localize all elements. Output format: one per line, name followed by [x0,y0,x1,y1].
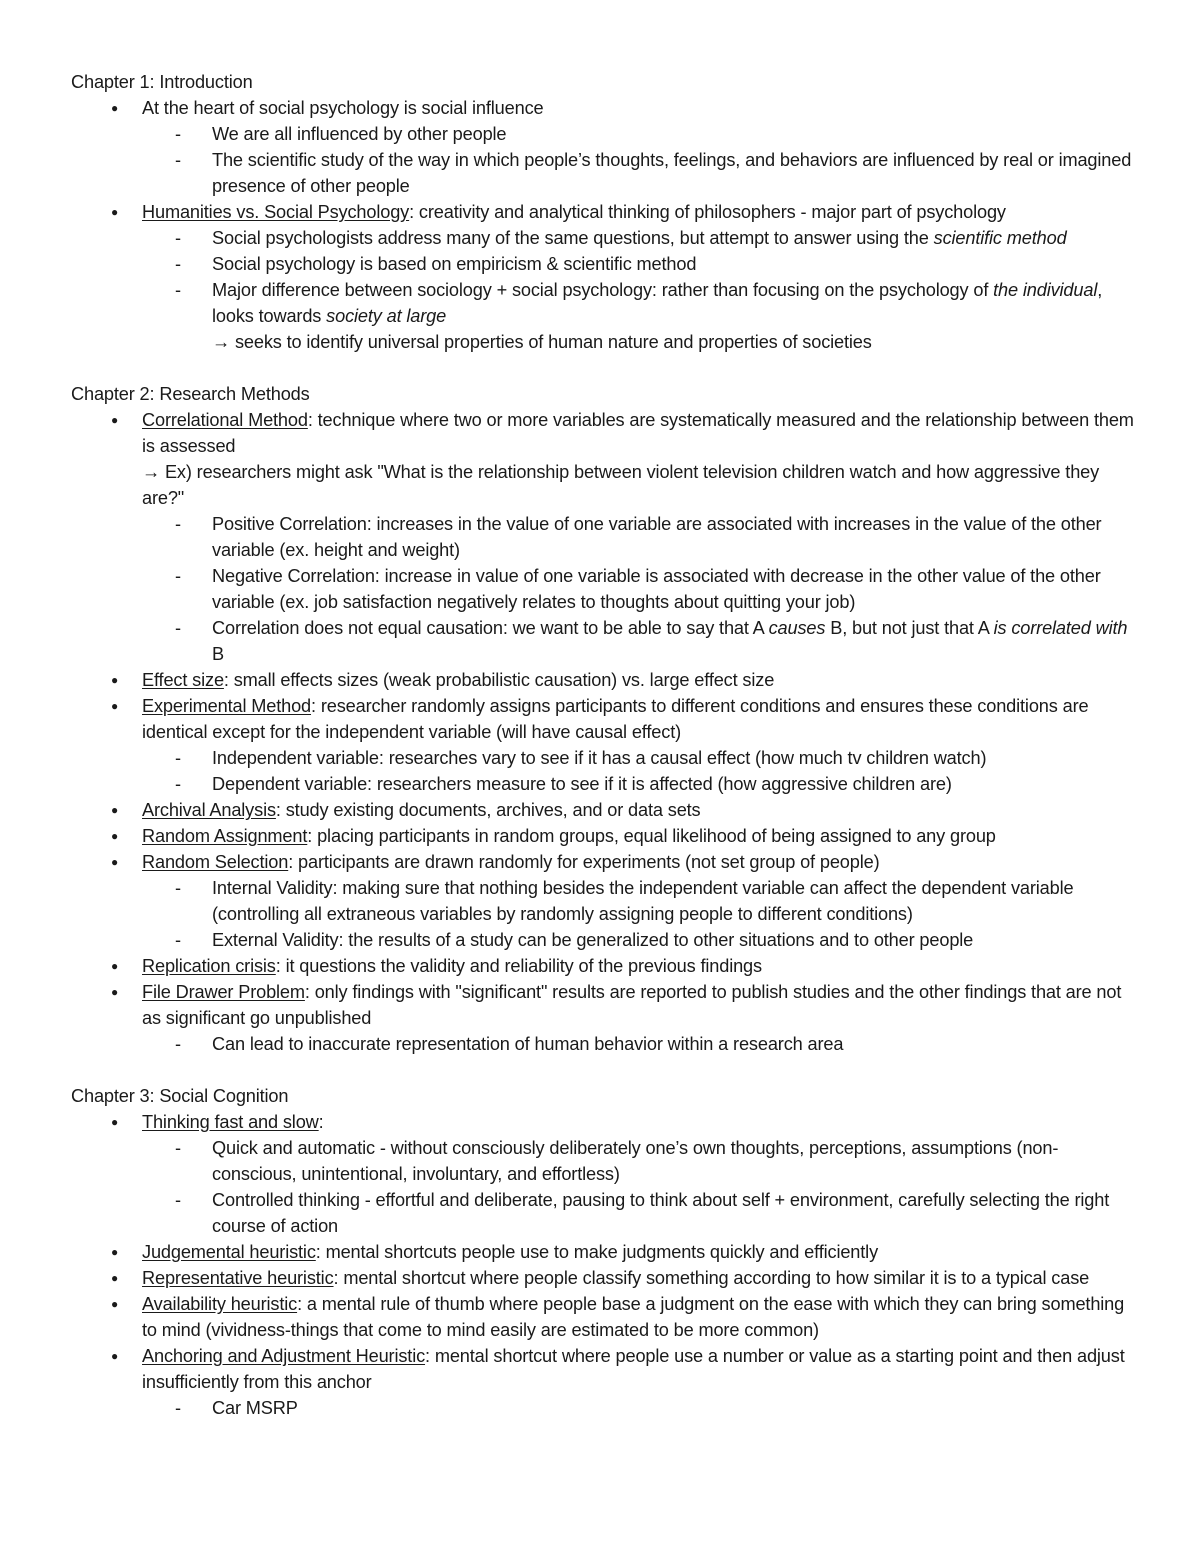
emphasis-text: society at large [326,306,447,326]
sub-list [142,1135,1141,1239]
sub-item-text [212,1031,1141,1057]
sub-list [142,1031,1141,1057]
sub-list-item [142,1395,1141,1421]
sub-item-text [212,1395,1141,1421]
bullet-icon: ● [111,101,119,115]
sub-list-item [142,1187,1141,1239]
item-description: : small effects sizes (weak probabilistic causation) vs. large effect size [223,670,775,690]
dash-marker: - [175,280,181,300]
list-item [71,199,1141,355]
dash-marker: - [175,1398,181,1418]
sub-list-item [142,251,1141,277]
text-run: Major difference between sociology + social psychology: rather than focusing on the psychology of [212,280,994,300]
item-description: At the heart of social psychology is social influence [142,98,544,118]
term-heading: Anchoring and Adjustment Heuristic [142,1346,426,1366]
sub-list [142,511,1141,667]
item-description: : mental shortcut where people classify something according to how similar it is to a typical case [333,1268,1090,1288]
list-item [71,693,1141,797]
bullet-icon: ● [111,1271,119,1285]
chapter-title: Chapter 1: Introduction [71,72,253,92]
term-heading: Correlational Method [142,410,308,430]
sub-list [142,745,1141,797]
item-description: : mental shortcuts people use to make judgments quickly and efficiently [315,1242,879,1262]
bullet-icon: ● [111,1349,119,1363]
bullet-icon: ● [111,1115,119,1129]
list-item-text [142,693,1141,745]
text-run: , looks towards [212,280,1103,326]
sub-item-text [212,1135,1141,1187]
list-item-text [142,95,1141,121]
item-description: : placing participants in random groups, equal likelihood of being assigned to any group [307,826,996,846]
text-run: Social psychology is based on empiricism & scientific method [212,254,697,274]
sub-item-text [212,615,1141,667]
sub-list-item [142,277,1141,355]
list-item [71,953,1141,979]
sub-list-item [142,1031,1141,1057]
text-run: Internal Validity: making sure that nothing besides the independent variable can affect the dependent variable (controlling all extraneous variables by randomly assigning people to different conditions) [212,878,1074,924]
dash-marker: - [175,124,181,144]
term-heading: Effect size [142,670,224,690]
list-item [71,849,1141,953]
dash-marker: - [175,774,181,794]
list-item-text [142,667,1141,693]
list-item [71,1109,1141,1239]
item-description: : it questions the validity and reliability of the previous findings [275,956,762,976]
dash-marker: - [175,1190,181,1210]
sub-list [142,121,1141,199]
chapter-section [71,381,1141,1057]
bullet-icon: ● [111,699,119,713]
text-run: Car MSRP [212,1398,298,1418]
list-item-text [142,953,1141,979]
sub-item-text [212,277,1141,355]
item-description: : only findings with "significant" results are reported to publish studies and the other findings that are not as significant go unpublished [142,982,1122,1028]
dash-marker: - [175,1034,181,1054]
term-heading: Archival Analysis [142,800,276,820]
term-heading: Humanities vs. Social Psychology [142,202,410,222]
term-heading: Thinking fast and slow [142,1112,319,1132]
sub-list-item [142,615,1141,667]
sub-item-text [212,511,1141,563]
document-body [71,69,1141,1447]
sub-item-text [212,745,1141,771]
list-item [71,823,1141,849]
list-item [71,1265,1141,1291]
text-run: We are all influenced by other people [212,124,507,144]
list-item-text [142,1291,1141,1343]
list-item [71,1239,1141,1265]
emphasis-text: scientific method [933,228,1067,248]
bullet-icon: ● [111,413,119,427]
emphasis-text: the individual [993,280,1098,300]
text-run: B, but not just that A [825,618,994,638]
item-description: : researcher randomly assigns participants to different conditions and ensures these conditions are identical except for the independent variable (will have causal effect) [142,696,1089,742]
sub-list [142,225,1141,355]
text-run: Positive Correlation: increases in the value of one variable are associated with increases in the value of the other variable (ex. height and weight) [212,514,1102,560]
list-item-text [142,1265,1141,1291]
sub-item-text [212,225,1141,251]
sub-item-text [212,251,1141,277]
dash-marker: - [175,930,181,950]
bullet-list [71,407,1141,1057]
emphasis-text: is correlated with [993,618,1128,638]
bullet-icon: ● [111,803,119,817]
bullet-icon: ● [111,959,119,973]
bullet-list [71,95,1141,355]
text-run: Social psychologists address many of the same questions, but attempt to answer using the [212,228,934,248]
sub-list [142,1395,1141,1421]
list-item-text [142,849,1141,875]
dash-marker: - [175,618,181,638]
chapter-title: Chapter 2: Research Methods [71,384,310,404]
sub-list-item [142,511,1141,563]
term-heading: Representative heuristic [142,1268,334,1288]
text-run: Independent variable: researches vary to see if it has a causal effect (how much tv children watch) [212,748,987,768]
list-item-text [142,797,1141,823]
term-heading: Experimental Method [142,696,312,716]
sub-list-item [142,147,1141,199]
sub-item-text [212,875,1141,927]
text-run: → seeks to identify universal properties of human nature and properties of societies [212,332,872,352]
sub-item-text [212,927,1141,953]
bullet-icon: ● [111,829,119,843]
list-item [71,979,1141,1057]
text-run: B [212,644,224,664]
list-item-text [142,1109,1141,1135]
term-heading: Replication crisis [142,956,276,976]
sub-list [142,875,1141,953]
sub-item-text [212,121,1141,147]
sub-list-item [142,121,1141,147]
sub-item-text [212,771,1141,797]
term-heading: File Drawer Problem [142,982,305,1002]
term-heading: Random Assignment [142,826,308,846]
item-description: → Ex) researchers might ask "What is the relationship between violent television children watch and how aggressive they are?" [142,462,1100,508]
text-run: Dependent variable: researchers measure to see if it is affected (how aggressive children are) [212,774,952,794]
dash-marker: - [175,566,181,586]
item-description: : [318,1112,324,1132]
item-description: : study existing documents, archives, and or data sets [275,800,701,820]
item-description: : technique where two or more variables are systematically measured and the relationship between them is assessed [142,410,1134,456]
list-item [71,1343,1141,1421]
sub-list-item [142,563,1141,615]
sub-item-text [212,1187,1141,1239]
list-item [71,667,1141,693]
list-item [71,407,1141,667]
dash-marker: - [175,150,181,170]
dash-marker: - [175,1138,181,1158]
sub-list-item [142,1135,1141,1187]
sub-list-item [142,745,1141,771]
sub-list-item [142,225,1141,251]
list-item [71,1291,1141,1343]
item-description: : mental shortcut where people use a number or value as a starting point and then adjust insufficiently from this anchor [142,1346,1125,1392]
text-run: Quick and automatic - without consciously deliberately one’s own thoughts, perceptions, assumptions (non-conscious, unintentional, involuntary, and effortless) [212,1138,1059,1184]
sub-item-text [212,563,1141,615]
item-description: : participants are drawn randomly for experiments (not set group of people) [288,852,880,872]
term-heading: Judgemental heuristic [142,1242,316,1262]
bullet-icon: ● [111,855,119,869]
term-heading: Random Selection [142,852,289,872]
text-run: Controlled thinking - effortful and deliberate, pausing to think about self + environment, carefully selecting the right course of action [212,1190,1110,1236]
chapter-title: Chapter 3: Social Cognition [71,1086,289,1106]
dash-marker: - [175,514,181,534]
dash-marker: - [175,254,181,274]
bullet-icon: ● [111,1297,119,1311]
bullet-list [71,1109,1141,1421]
text-run: The scientific study of the way in which people’s thoughts, feelings, and behaviors are influenced by real or imagined presence of other people [212,150,1132,196]
term-heading: Availability heuristic [142,1294,298,1314]
dash-marker: - [175,228,181,248]
bullet-icon: ● [111,673,119,687]
emphasis-text: causes [768,618,826,638]
sub-list-item [142,927,1141,953]
text-run: External Validity: the results of a study can be generalized to other situations and to other people [212,930,974,950]
sub-list-item [142,875,1141,927]
list-item [71,797,1141,823]
bullet-icon: ● [111,205,119,219]
list-item-text [142,979,1141,1031]
list-item-text [142,1343,1141,1395]
list-item-text [142,1239,1141,1265]
bullet-icon: ● [111,985,119,999]
text-run: Can lead to inaccurate representation of human behavior within a research area [212,1034,844,1054]
list-item-text [142,823,1141,849]
sub-list-item [142,771,1141,797]
list-item [71,95,1141,199]
dash-marker: - [175,878,181,898]
list-item-text [142,407,1141,511]
text-run: Negative Correlation: increase in value of one variable is associated with decrease in the other value of the other variable (ex. job satisfaction negatively relates to thoughts about quitting your job) [212,566,1101,612]
item-description: : creativity and analytical thinking of philosophers - major part of psychology [409,202,1006,222]
sub-item-text [212,147,1141,199]
dash-marker: - [175,748,181,768]
bullet-icon: ● [111,1245,119,1259]
item-description: : a mental rule of thumb where people base a judgment on the ease with which they can bring something to mind (vividness-things that come to mind easily are estimated to be more common) [142,1294,1125,1340]
chapter-section [71,1083,1141,1421]
text-run: Correlation does not equal causation: we want to be able to say that A [212,618,769,638]
list-item-text [142,199,1141,225]
chapter-section [71,69,1141,355]
